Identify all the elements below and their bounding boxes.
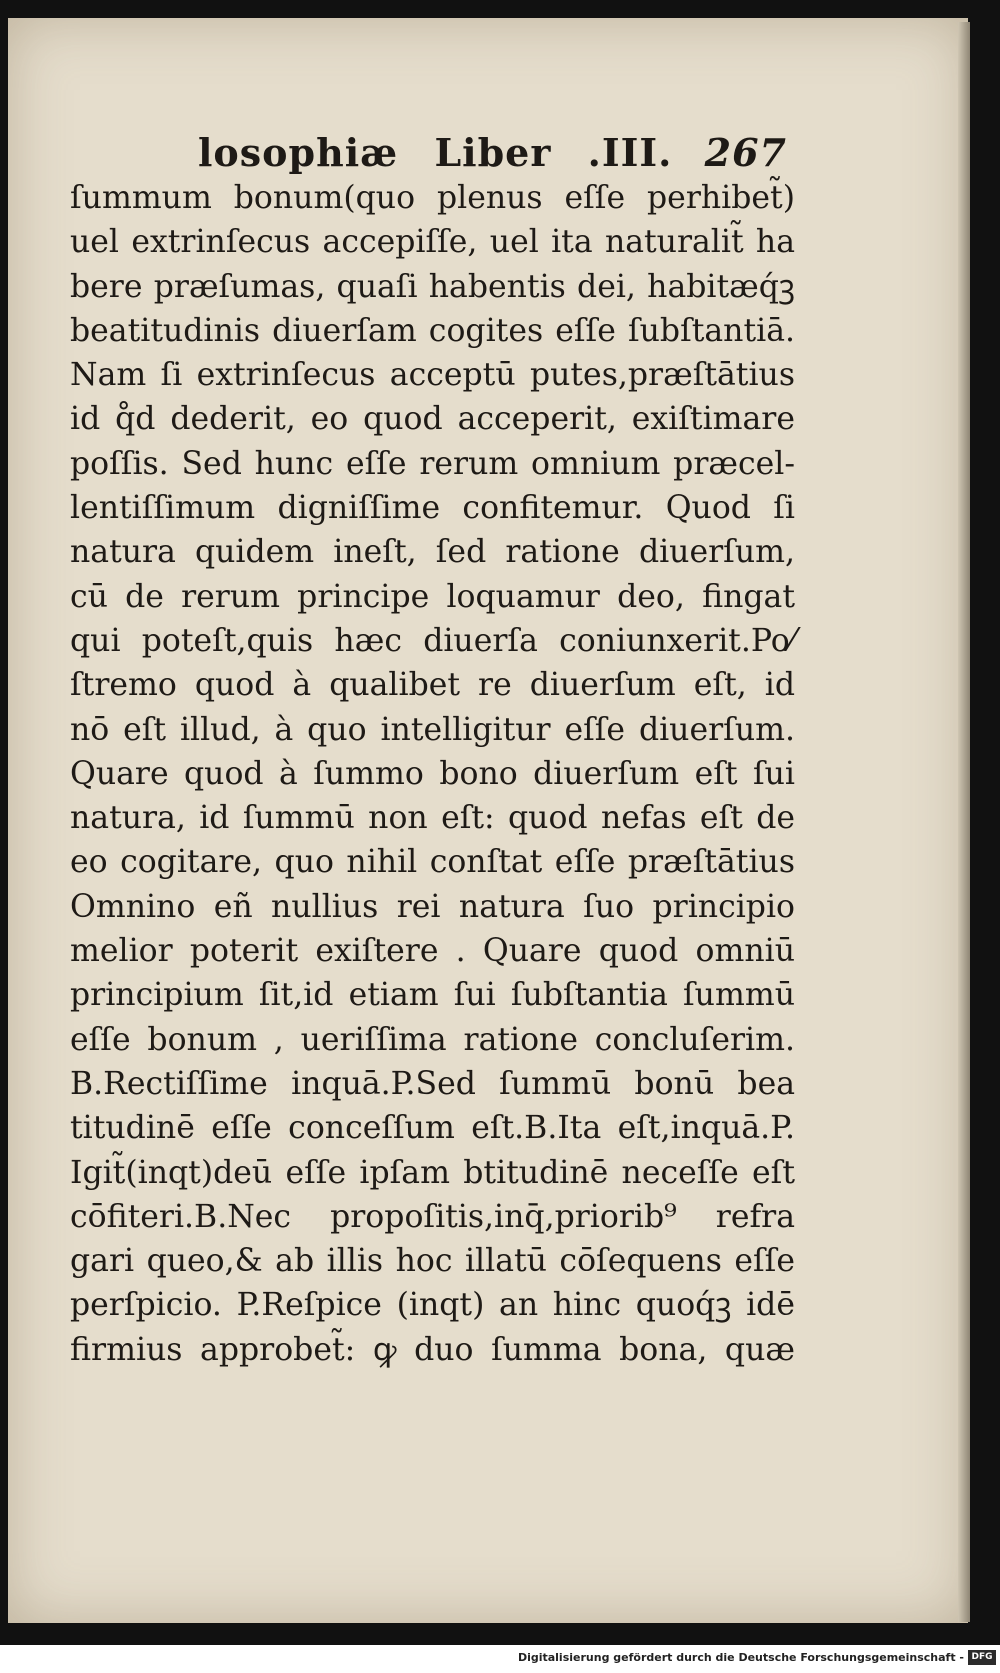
text-line: nō eſt illud, à quo intelligitur eſſe diuerſum. (70, 711, 795, 748)
text-line: firmius approbet̃: ꝙ duo ſumma bona, quæ (70, 1331, 795, 1368)
text-line: lentiſſimum digniſſime confitemur. Quod ſi (70, 490, 795, 527)
text-line: natura quidem ineſt, ſed ratione diuerſum, (70, 534, 795, 571)
digitization-footer (0, 1645, 1000, 1673)
text-line: ſummum bonum(quo plenus eſſe perhibet̃) (70, 180, 795, 216)
text-line: eo cogitare, quo nihil conſtat eſſe præſtātius (70, 844, 795, 881)
dfg-logo: DFG (968, 1650, 996, 1665)
text-line: bere præſumas, quaſi habentis dei, habitæq́ꝫ (70, 268, 795, 305)
page-edge (958, 22, 970, 1622)
funding-credit: Digitalisierung gefördert durch die Deutsche Forschungsgemeinschaft - (517, 1651, 964, 1664)
running-head-title: losophiæ Liber .III. (198, 130, 673, 175)
text-line: Nam ſi extrinſecus acceptū putes,præſtātius (70, 357, 795, 394)
text-line: eſſe bonum , ueriſſima ratione concluſerim. (70, 1021, 795, 1058)
text-line: titudinē eſſe conceſſum eſt.B.Ita eſt,inquā.P. (70, 1110, 795, 1147)
text-line: cōfiteri.B.Nec propoſitis,inq̄,priorib⁹ refra (70, 1198, 795, 1235)
text-line: gari queo,& ab illis hoc illatū cōſequens eſſe (70, 1243, 795, 1280)
text-line: beatitudinis diuerſam cogites eſſe ſubſtantiā. (70, 312, 795, 349)
text-line: poſſis. Sed hunc eſſe rerum omnium præcel- (70, 445, 795, 482)
text-line: B.Rectiſſime inquā.P.Sed ſummū bonū bea (70, 1065, 795, 1102)
text-line: melior poterit exiſtere . Quare quod omniū (70, 933, 795, 970)
text-line: id q̊d dederit, eo quod acceperit, exiſtimare (70, 401, 795, 438)
running-head (70, 130, 795, 176)
text-line: principium ſit,id etiam ſui ſubſtantia ſummū (70, 977, 795, 1014)
text-line: natura, id ſummū non eſt: quod nefas eſt de (70, 800, 795, 837)
text-line: uel extrinſecus accepiſſe, uel ita naturalit̃ ha (70, 224, 795, 261)
text-line: qui poteſt,quis hæc diuerſa coniunxerit.Po⁄ (70, 622, 795, 659)
page-number: 267 (704, 130, 787, 175)
text-block (70, 130, 795, 1372)
text-line: Quare quod à ſummo bono diuerſum eſt ſui (70, 755, 795, 792)
text-line: Igit̃(inqt)deū eſſe ipſam btitudinē neceſſe eſt (70, 1154, 795, 1191)
text-line: cū de rerum principe loquamur deo, fingat (70, 578, 795, 615)
text-line: Omnino eñ nullius rei natura ſuo principio (70, 888, 795, 925)
text-line: ſtremo quod à qualibet re diuerſum eſt, id (70, 667, 795, 704)
text-line: perſpicio. P.Reſpice (inqt) an hinc quoq́ꝫ idē (70, 1287, 795, 1324)
